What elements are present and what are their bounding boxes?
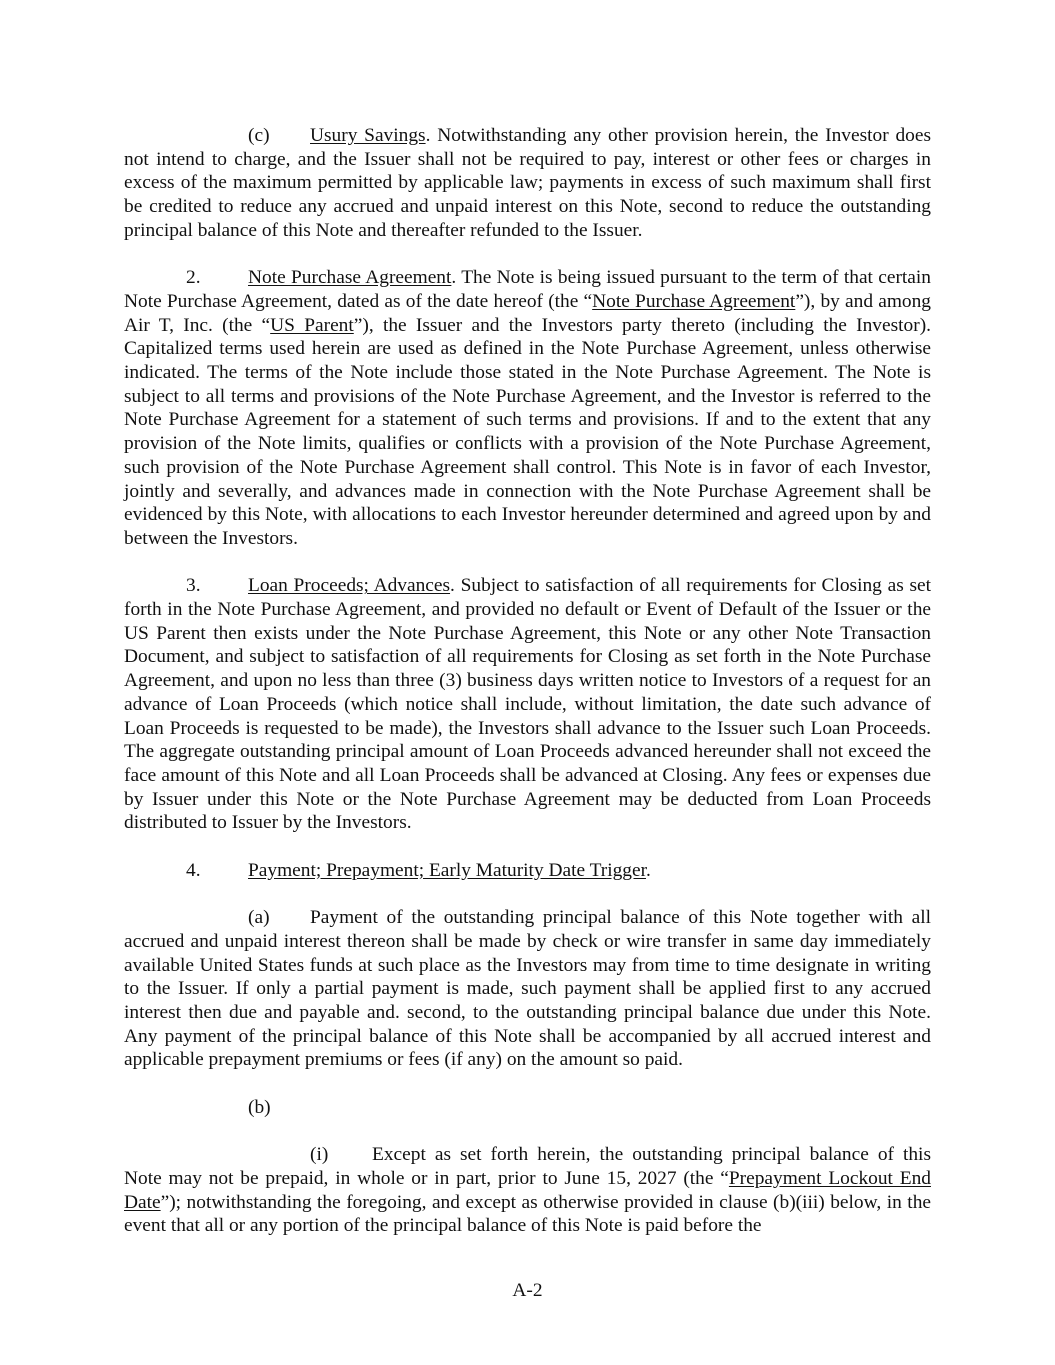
section-text: ”), by and among Air T, Inc. (the “	[124, 290, 931, 336]
document-page	[124, 124, 931, 1238]
section-3-loan-proceeds	[124, 574, 931, 835]
clause-text: Payment of the outstanding principal balance of this Note together with all accrued and unpaid interest thereon shall be made by check or wire transfer in same day immediately available United States funds at such place as the Investors may from time to time designate in writing to the Issuer. If only a partial payment is made, such payment shall be applied first to any accrued interest then due and payable and. second, to the outstanding principal balance due under this Note. Any payment of the principal balance of this Note shall be accompanied by all accrued interest and applicable prepayment premiums or fees (if any) on the amount so paid.	[124, 907, 931, 1071]
paragraph-4a	[124, 906, 931, 1072]
defined-term: Note Purchase Agreement	[592, 290, 796, 312]
clause-text: Except as set forth herein, the outstanding principal balance of this Note may not be prepaid, in whole or in part, prior to June 15, 2027 (the “	[124, 1144, 931, 1189]
section-number: 4.	[186, 859, 201, 881]
clause-label: (i)	[310, 1144, 329, 1166]
paragraph-c-usury-savings	[124, 124, 931, 243]
defined-term: Prepayment Lockout End Date	[124, 1167, 931, 1213]
clause-label: (a)	[248, 907, 270, 929]
clause-text: ”); notwithstanding the foregoing, and except as otherwise provided in clause (b)(iii) below, in the event that all or any portion of the principal balance of this Note is paid before the	[124, 1191, 931, 1237]
clause-text: . Notwithstanding any other provision herein, the Investor does not intend to charge, and the Issuer shall not be required to pay, interest or other fees or charges in excess of the maximum permitted by applicable law; payments in excess of such maximum shall first be credited to reduce any accrued and unpaid interest on this Note, second to reduce the outstanding principal balance of this Note and thereafter refunded to the Issuer.	[124, 125, 931, 241]
paragraph-4b-label	[124, 1096, 931, 1120]
clause-label: (c)	[248, 125, 270, 146]
section-4-heading	[124, 859, 931, 883]
section-text: . The Note is being issued pursuant to the term of that certain Note Purchase Agreement, dated as of the date hereof (the “	[124, 267, 931, 312]
section-number: 3.	[186, 575, 201, 597]
section-2-note-purchase-agreement	[124, 266, 931, 550]
page-number: A-2	[512, 1280, 543, 1301]
clause-label: (b)	[248, 1096, 271, 1118]
section-text: . Subject to satisfaction of all requirements for Closing as set forth in the Note Purchase Agreement, and provided no default or Event of Default of the Issuer or the US Parent then exists under the Note Purchase Agreement, this Note or any other Note Transaction Document, and subject to satisfaction of all requirements for Closing as set forth in the Note Purchase Agreement, and upon no less than three (3) business days written notice to Investors of a request for an advance of Loan Proceeds (which notice shall include, without limitation, the date such advance of Loan Proceeds is requested to be made), the Investors shall advance to the Issuer such Loan Proceeds. The aggregate outstanding principal amount of Loan Proceeds advanced hereunder shall not exceed the face amount of this Note and all Loan Proceeds shall be advanced at Closing. Any fees or expenses due by Issuer under this Note or the Note Purchase Agreement may be deducted from Loan Proceeds distributed to Issuer by the Investors.	[124, 575, 931, 834]
section-text: ”), the Issuer and the Investors party thereto (including the Investor). Capitalized terms used herein are used as defined in the Note Purchase Agreement, unless otherwise indicated. The terms of the Note include those stated in the Note Purchase Agreement. The Note is subject to all terms and provisions of the Note Purchase Agreement, and the Investor is referred to the Note Purchase Agreement for a statement of such terms and provisions. If and to the extent that any provision of the Note limits, qualifies or conflicts with a provision of the Note Purchase Agreement, such provision of the Note Purchase Agreement shall control. This Note is in favor of each Investor, jointly and severally, and advances made in connection with the Note Purchase Agreement shall be evidenced by this Note, with allocations to each Investor hereunder determined and agreed upon by and between the Investors.	[124, 314, 931, 549]
section-number: 2.	[186, 267, 201, 289]
clause-title: Usury Savings	[310, 125, 426, 146]
section-title: Payment; Prepayment; Early Maturity Date Trigger	[248, 859, 646, 881]
section-title: Loan Proceeds; Advances	[248, 575, 451, 597]
paragraph-4b-i	[124, 1143, 931, 1238]
section-title-end: .	[645, 859, 651, 881]
defined-term: US Parent	[270, 314, 354, 336]
section-title: Note Purchase Agreement	[248, 267, 452, 289]
